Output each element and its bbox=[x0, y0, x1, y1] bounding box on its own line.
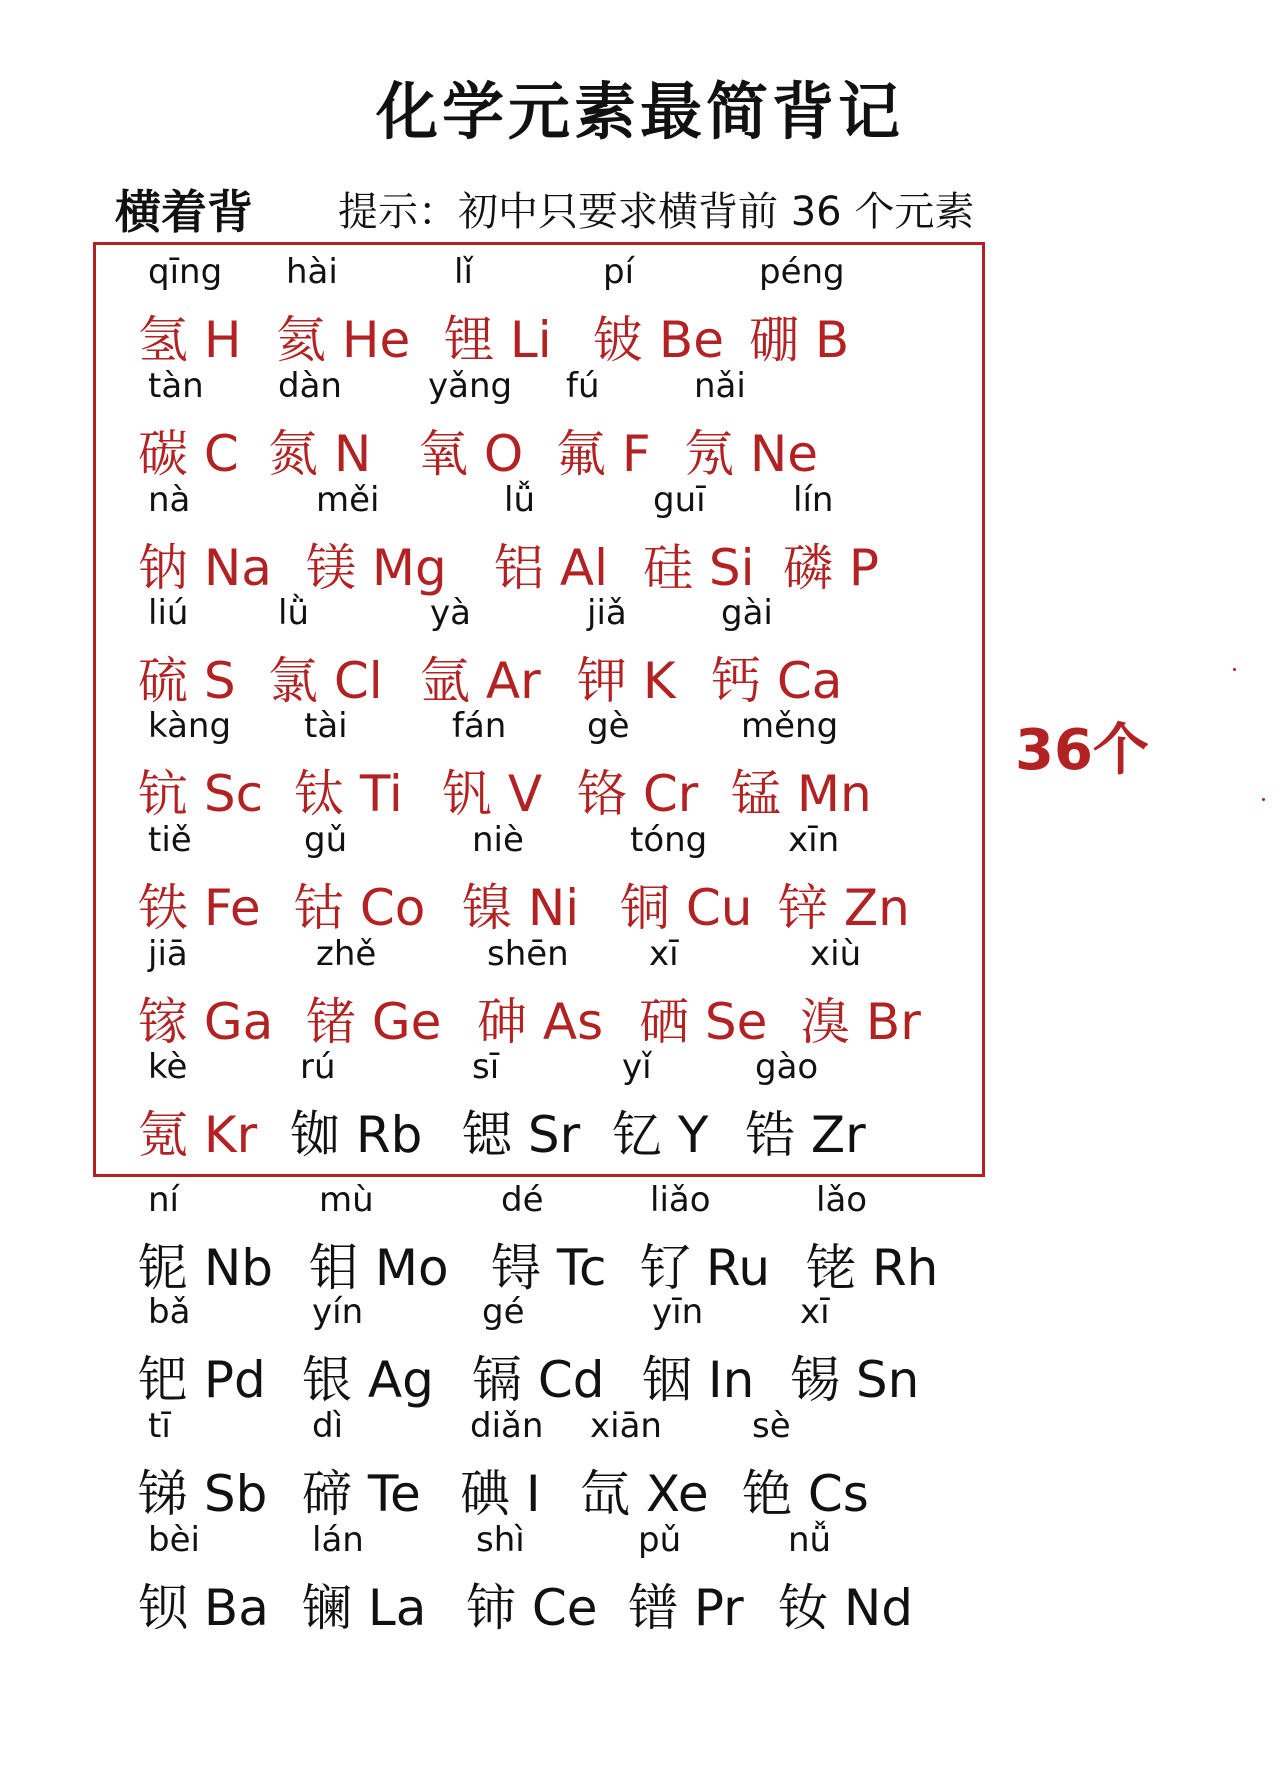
pinyin-label: zhě bbox=[316, 934, 377, 974]
element-symbol: 铍 Be bbox=[593, 311, 724, 369]
pinyin-label: lán bbox=[312, 1520, 364, 1560]
pinyin-label: yín bbox=[312, 1292, 364, 1332]
pinyin-label: bèi bbox=[148, 1520, 200, 1560]
pinyin-label: tī bbox=[148, 1406, 171, 1446]
pinyin-label: kè bbox=[148, 1047, 188, 1087]
element-symbol: 硫 S bbox=[138, 652, 236, 710]
pinyin-label: xiān bbox=[590, 1406, 662, 1446]
element-symbol: 钌 Ru bbox=[640, 1239, 771, 1297]
pinyin-label: gè bbox=[587, 706, 630, 746]
element-symbol: 锌 Zn bbox=[778, 879, 910, 937]
pinyin-label: bǎ bbox=[148, 1292, 191, 1332]
pinyin-label: péng bbox=[759, 252, 845, 292]
element-symbol: 硒 Se bbox=[639, 993, 768, 1051]
element-symbol: 镨 Pr bbox=[628, 1579, 744, 1637]
pinyin-label: měng bbox=[741, 706, 839, 746]
element-symbol: 镍 Ni bbox=[462, 879, 580, 937]
element-symbol: 磷 P bbox=[783, 539, 880, 597]
section-heading: 横着背 bbox=[115, 185, 253, 239]
element-symbol: 钒 V bbox=[442, 765, 543, 823]
element-symbol: 铈 Ce bbox=[466, 1579, 598, 1637]
element-symbol: 氩 Ar bbox=[420, 652, 541, 710]
element-symbol: 银 Ag bbox=[302, 1351, 434, 1409]
pinyin-label: rú bbox=[300, 1047, 336, 1087]
element-symbol: 锡 Sn bbox=[790, 1351, 920, 1409]
element-symbol: 溴 Br bbox=[800, 993, 921, 1051]
element-symbol: 锑 Sb bbox=[138, 1465, 268, 1523]
element-symbol: 氦 He bbox=[276, 311, 411, 369]
pinyin-label: tiě bbox=[148, 820, 192, 860]
element-symbol: 铷 Rb bbox=[290, 1106, 423, 1164]
pinyin-label: hài bbox=[286, 252, 338, 292]
element-symbol: 铬 Cr bbox=[577, 765, 699, 823]
pinyin-label: lín bbox=[793, 480, 834, 520]
element-symbol: 镓 Ga bbox=[138, 993, 274, 1051]
pinyin-label: yǎng bbox=[428, 366, 513, 406]
element-symbol: 碘 I bbox=[460, 1465, 541, 1523]
element-symbol: 镁 Mg bbox=[306, 539, 447, 597]
element-symbol: 铝 Al bbox=[494, 539, 608, 597]
pinyin-label: lǚ bbox=[504, 480, 535, 520]
element-symbol: 铯 Cs bbox=[742, 1465, 869, 1523]
element-symbol: 氯 Cl bbox=[268, 652, 383, 710]
pinyin-label: ní bbox=[148, 1180, 179, 1220]
pinyin-label: lǎo bbox=[816, 1180, 868, 1220]
pinyin-label: mù bbox=[319, 1180, 374, 1220]
pinyin-label: shēn bbox=[487, 934, 569, 974]
element-symbol: 钴 Co bbox=[294, 879, 426, 937]
pinyin-label: gé bbox=[482, 1292, 525, 1332]
pinyin-label: tàn bbox=[148, 366, 204, 406]
element-symbol: 铁 Fe bbox=[138, 879, 261, 937]
element-symbol: 钙 Ca bbox=[711, 652, 843, 710]
pinyin-label: měi bbox=[316, 480, 380, 520]
element-symbol: 铌 Nb bbox=[138, 1239, 274, 1297]
element-symbol: 锰 Mn bbox=[731, 765, 872, 823]
element-symbol: 硅 Si bbox=[643, 539, 755, 597]
element-symbol: 砷 As bbox=[477, 993, 604, 1051]
element-symbol: 锆 Zr bbox=[745, 1106, 866, 1164]
pinyin-label: nà bbox=[148, 480, 191, 520]
pinyin-label: nǚ bbox=[788, 1520, 832, 1560]
pinyin-label: xī bbox=[649, 934, 679, 974]
decorative-dot bbox=[1233, 668, 1236, 671]
element-symbol: 钯 Pd bbox=[138, 1351, 266, 1409]
pinyin-label: xī bbox=[800, 1292, 830, 1332]
element-symbol: 氟 F bbox=[556, 425, 651, 483]
element-symbol: 钇 Y bbox=[612, 1106, 709, 1164]
pinyin-label: shì bbox=[476, 1520, 525, 1560]
pinyin-label: tóng bbox=[630, 820, 708, 860]
element-symbol: 氪 Kr bbox=[138, 1106, 258, 1164]
page-title: 化学元素最简背记 bbox=[375, 75, 904, 148]
pinyin-label: lǜ bbox=[278, 593, 309, 633]
pinyin-label: tài bbox=[304, 706, 348, 746]
pinyin-label: lǐ bbox=[454, 252, 473, 292]
element-symbol: 钼 Mo bbox=[309, 1239, 449, 1297]
element-symbol: 钠 Na bbox=[138, 539, 272, 597]
element-symbol: 锝 Tc bbox=[491, 1239, 607, 1297]
pinyin-label: sī bbox=[472, 1047, 500, 1087]
element-symbol: 钕 Nd bbox=[778, 1579, 914, 1637]
element-symbol: 铑 Rh bbox=[806, 1239, 939, 1297]
element-symbol: 钾 K bbox=[577, 652, 676, 710]
element-symbol: 碲 Te bbox=[302, 1465, 421, 1523]
pinyin-label: gǔ bbox=[304, 820, 348, 860]
element-symbol: 锗 Ge bbox=[306, 993, 442, 1051]
element-symbol: 钛 Ti bbox=[294, 765, 403, 823]
pinyin-label: yǐ bbox=[622, 1047, 652, 1087]
element-symbol: 镧 La bbox=[302, 1579, 427, 1637]
pinyin-label: niè bbox=[472, 820, 524, 860]
element-symbol: 氮 N bbox=[268, 425, 372, 483]
pinyin-label: pí bbox=[603, 252, 635, 292]
pinyin-label: gào bbox=[755, 1047, 819, 1087]
element-symbol: 铜 Cu bbox=[620, 879, 753, 937]
pinyin-label: kàng bbox=[148, 706, 232, 746]
element-symbol: 铟 In bbox=[642, 1351, 755, 1409]
pinyin-label: pǔ bbox=[638, 1520, 682, 1560]
pinyin-label: xīn bbox=[788, 820, 840, 860]
element-symbol: 氙 Xe bbox=[580, 1465, 709, 1523]
element-symbol: 氖 Ne bbox=[684, 425, 819, 483]
decorative-dot bbox=[1262, 798, 1265, 801]
pinyin-label: guī bbox=[653, 480, 706, 520]
pinyin-label: liú bbox=[148, 593, 189, 633]
element-symbol: 氢 H bbox=[138, 311, 242, 369]
element-symbol: 氧 O bbox=[418, 425, 524, 483]
pinyin-label: xiù bbox=[810, 934, 862, 974]
pinyin-label: fú bbox=[566, 366, 600, 406]
pinyin-label: qīng bbox=[148, 252, 223, 292]
count-label: 36个 bbox=[1015, 718, 1149, 783]
pinyin-label: yà bbox=[430, 593, 471, 633]
pinyin-label: fán bbox=[452, 706, 507, 746]
pinyin-label: dé bbox=[501, 1180, 544, 1220]
pinyin-label: yīn bbox=[652, 1292, 704, 1332]
element-symbol: 硼 B bbox=[749, 311, 850, 369]
pinyin-label: gài bbox=[721, 593, 773, 633]
element-symbol: 锂 Li bbox=[444, 311, 552, 369]
pinyin-label: nǎi bbox=[694, 366, 746, 406]
element-symbol: 镉 Cd bbox=[472, 1351, 605, 1409]
hint-text: 提示：初中只要求横背前 36 个元素 bbox=[338, 189, 975, 235]
element-symbol: 钡 Ba bbox=[138, 1579, 269, 1637]
pinyin-label: diǎn bbox=[470, 1406, 544, 1446]
element-symbol: 锶 Sr bbox=[462, 1106, 581, 1164]
element-symbol: 钪 Sc bbox=[138, 765, 264, 823]
pinyin-label: jiǎ bbox=[587, 593, 627, 633]
pinyin-label: sè bbox=[752, 1406, 791, 1446]
pinyin-label: dì bbox=[312, 1406, 344, 1446]
pinyin-label: liǎo bbox=[650, 1180, 711, 1220]
element-symbol: 碳 C bbox=[138, 425, 239, 483]
pinyin-label: jiā bbox=[148, 934, 188, 974]
pinyin-label: dàn bbox=[278, 366, 342, 406]
